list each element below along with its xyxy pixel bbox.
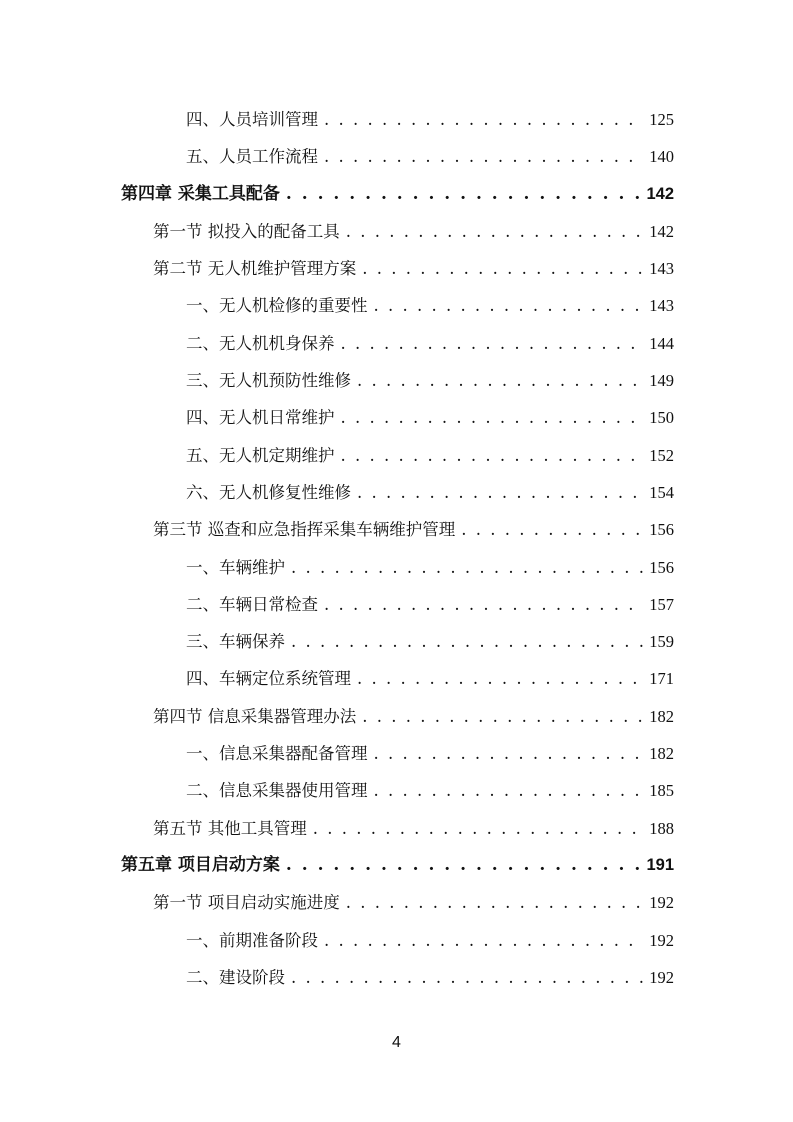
toc-entry-title: 一、车辆维护: [186, 557, 285, 577]
toc-entry-page: 156: [649, 520, 674, 540]
toc-dot-leader: [291, 549, 643, 586]
toc-subsection-entry[interactable]: [0, 437, 793, 474]
toc-entry-page: 142: [646, 184, 674, 203]
toc-subsection-entry[interactable]: [0, 586, 793, 623]
toc-dot-leader: [291, 623, 643, 660]
toc-entry-title: 三、车辆保养: [186, 632, 285, 652]
toc-entry-page: 149: [649, 371, 674, 391]
toc-entry-page: 143: [649, 296, 674, 316]
toc-entry-title: 一、信息采集器配备管理: [186, 744, 368, 764]
toc-entry-title: 二、车辆日常检查: [186, 594, 318, 614]
toc-entry-title: 第一节 项目启动实施进度: [153, 893, 340, 913]
toc-dot-leader: [362, 698, 643, 735]
page-number: 4: [392, 1034, 401, 1051]
toc-entry-title: 第四章 采集工具配备: [121, 183, 280, 204]
toc-entry-page: 191: [646, 855, 674, 874]
toc-dot-leader: [357, 362, 643, 399]
toc-dot-leader: [324, 586, 643, 623]
toc-dot-leader: [374, 735, 644, 772]
toc-entry-title: 一、前期准备阶段: [186, 930, 318, 950]
toc-entry-page: 171: [649, 669, 674, 689]
toc-entry-page: 144: [649, 333, 674, 353]
toc-entry-title: 第五节 其他工具管理: [153, 818, 307, 838]
toc-entry-title: 四、车辆定位系统管理: [186, 669, 351, 689]
toc-section-entry[interactable]: [0, 250, 793, 287]
toc-entry-title: 二、建设阶段: [186, 967, 285, 987]
toc-subsection-entry[interactable]: [0, 399, 793, 436]
toc-dot-leader: [374, 287, 644, 324]
toc-section-entry[interactable]: [0, 511, 793, 548]
toc-entry-page: 142: [649, 221, 674, 241]
toc-section-entry[interactable]: [0, 810, 793, 847]
toc-entry-title: 四、人员培训管理: [186, 110, 318, 129]
toc-subsection-entry[interactable]: [0, 735, 793, 772]
toc-entry-title: 三、无人机预防性维修: [186, 371, 351, 391]
toc-subsection-entry[interactable]: [0, 287, 793, 324]
toc-entry-page: 152: [649, 445, 674, 465]
toc-dot-leader: [341, 437, 644, 474]
toc-entry-page: 188: [649, 818, 674, 838]
toc-entry-page: 154: [649, 482, 674, 502]
toc-section-entry[interactable]: [0, 698, 793, 735]
toc-dot-leader: [291, 959, 643, 996]
toc-dot-leader: [362, 250, 643, 287]
toc-subsection-entry[interactable]: [0, 325, 793, 362]
toc-dot-leader: [324, 101, 643, 138]
toc-dot-leader: [324, 922, 643, 959]
toc-dot-leader: [286, 847, 641, 884]
toc-chapter-entry[interactable]: [0, 176, 793, 213]
toc-subsection-entry[interactable]: [0, 660, 793, 697]
toc-subsection-entry[interactable]: [0, 101, 793, 138]
toc-entry-page: 192: [649, 893, 674, 913]
toc-subsection-entry[interactable]: [0, 772, 793, 809]
toc-entry-page: 159: [649, 632, 674, 652]
toc-subsection-entry[interactable]: [0, 138, 793, 175]
toc-dot-leader: [357, 660, 643, 697]
toc-subsection-entry[interactable]: [0, 959, 793, 996]
toc-dot-leader: [286, 176, 641, 213]
toc-entry-page: 192: [649, 967, 674, 987]
toc-entry-title: 第二节 无人机维护管理方案: [153, 259, 357, 279]
toc-dot-leader: [341, 325, 644, 362]
toc-dot-leader: [374, 772, 644, 809]
toc-dot-leader: [357, 474, 643, 511]
toc-entry-page: 192: [649, 930, 674, 950]
toc-dot-leader: [461, 511, 643, 548]
toc-dot-leader: [324, 138, 643, 175]
toc-entry-page: 182: [649, 744, 674, 764]
toc-dot-leader: [346, 213, 644, 250]
toc-subsection-entry[interactable]: [0, 549, 793, 586]
toc-entry-page: 156: [649, 557, 674, 577]
toc-entry-page: 125: [649, 110, 674, 129]
toc-entry-title: 六、无人机修复性维修: [186, 482, 351, 502]
toc-subsection-entry[interactable]: [0, 623, 793, 660]
toc-section-entry[interactable]: [0, 884, 793, 921]
toc-subsection-entry[interactable]: [0, 922, 793, 959]
toc-entry-page: 157: [649, 594, 674, 614]
toc-entry-title: 二、信息采集器使用管理: [186, 781, 368, 801]
toc-entry-page: 150: [649, 408, 674, 428]
toc-dot-leader: [341, 399, 644, 436]
toc-entry-page: 182: [649, 706, 674, 726]
toc-subsection-entry[interactable]: [0, 362, 793, 399]
toc-entry-title: 五、人员工作流程: [186, 147, 318, 167]
toc-entry-title: 五、无人机定期维护: [186, 445, 335, 465]
toc-dot-leader: [313, 810, 644, 847]
table-of-contents: [0, 101, 793, 996]
toc-chapter-entry[interactable]: [0, 847, 793, 884]
toc-subsection-entry[interactable]: [0, 474, 793, 511]
toc-entry-page: 143: [649, 259, 674, 279]
toc-entry-page: 185: [649, 781, 674, 801]
toc-entry-title: 四、无人机日常维护: [186, 408, 335, 428]
toc-entry-title: 二、无人机机身保养: [186, 333, 335, 353]
toc-dot-leader: [346, 884, 644, 921]
toc-section-entry[interactable]: [0, 213, 793, 250]
toc-entry-title: 一、无人机检修的重要性: [186, 296, 368, 316]
toc-entry-title: 第三节 巡查和应急指挥采集车辆维护管理: [153, 520, 456, 540]
toc-entry-page: 140: [649, 147, 674, 167]
toc-entry-title: 第五章 项目启动方案: [121, 854, 280, 875]
toc-entry-title: 第一节 拟投入的配备工具: [153, 221, 340, 241]
toc-entry-title: 第四节 信息采集器管理办法: [153, 706, 357, 726]
